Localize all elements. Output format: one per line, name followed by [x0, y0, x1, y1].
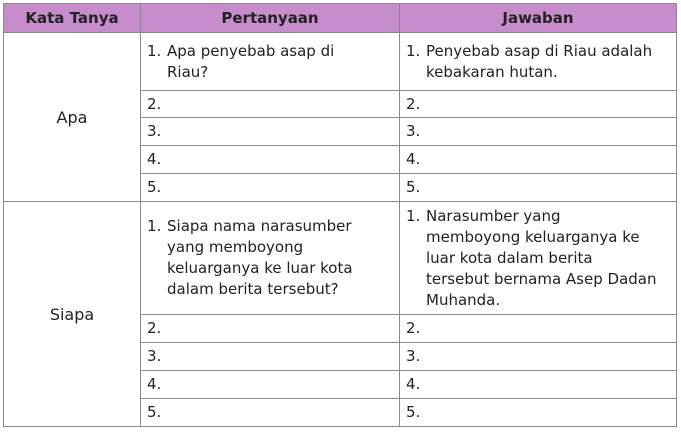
jawaban-cell: 2. — [400, 91, 677, 118]
pertanyaan-cell: 3. — [141, 118, 400, 146]
pertanyaan-cell: 2. — [141, 315, 400, 343]
header-row — [4, 4, 677, 33]
pertanyaan-cell: 4. — [141, 146, 400, 174]
kata-tanya-cell: Siapa — [4, 202, 141, 427]
jawaban-cell: 5. — [400, 174, 677, 202]
row-number: 1. — [406, 206, 421, 225]
row-number: 1. — [147, 217, 162, 235]
table-row — [4, 33, 677, 91]
row-number: 1. — [406, 41, 421, 60]
pertanyaan-cell: 3. — [141, 343, 400, 371]
jawaban-text: Penyebab asap di Riau adalah kebakaran hutan. — [426, 41, 653, 81]
pertanyaan-text: Siapa nama narasumber yang memboyong keluarganya ke luar kota dalam berita tersebut? — [167, 217, 353, 298]
pertanyaan-cell — [141, 202, 400, 315]
pertanyaan-text: Apa penyebab asap di Riau? — [167, 41, 335, 81]
kata-tanya-cell: Apa — [4, 33, 141, 202]
pertanyaan-cell: 5. — [141, 399, 400, 427]
header-jawaban: Jawaban — [400, 4, 677, 33]
jawaban-cell: 3. — [400, 343, 677, 371]
header-kata-tanya: Kata Tanya — [4, 4, 141, 33]
worksheet — [3, 3, 676, 434]
header-pertanyaan: Pertanyaan — [141, 4, 400, 33]
jawaban-cell — [400, 33, 677, 91]
pertanyaan-cell: 2. — [141, 91, 400, 118]
jawaban-cell: 4. — [400, 371, 677, 399]
jawaban-cell: 3. — [400, 118, 677, 146]
question-table — [3, 3, 677, 427]
pertanyaan-cell: 5. — [141, 174, 400, 202]
jawaban-cell: 4. — [400, 146, 677, 174]
table-row — [4, 202, 677, 315]
jawaban-cell: 5. — [400, 399, 677, 427]
row-number: 1. — [147, 41, 162, 60]
pertanyaan-cell — [141, 33, 400, 91]
jawaban-cell — [400, 202, 677, 315]
pertanyaan-cell: 4. — [141, 371, 400, 399]
jawaban-cell: 2. — [400, 315, 677, 343]
jawaban-text: Narasumber yang memboyong keluarganya ke luar kota dalam berita tersebut bernama Asep Dadan Muhanda. — [426, 206, 657, 309]
